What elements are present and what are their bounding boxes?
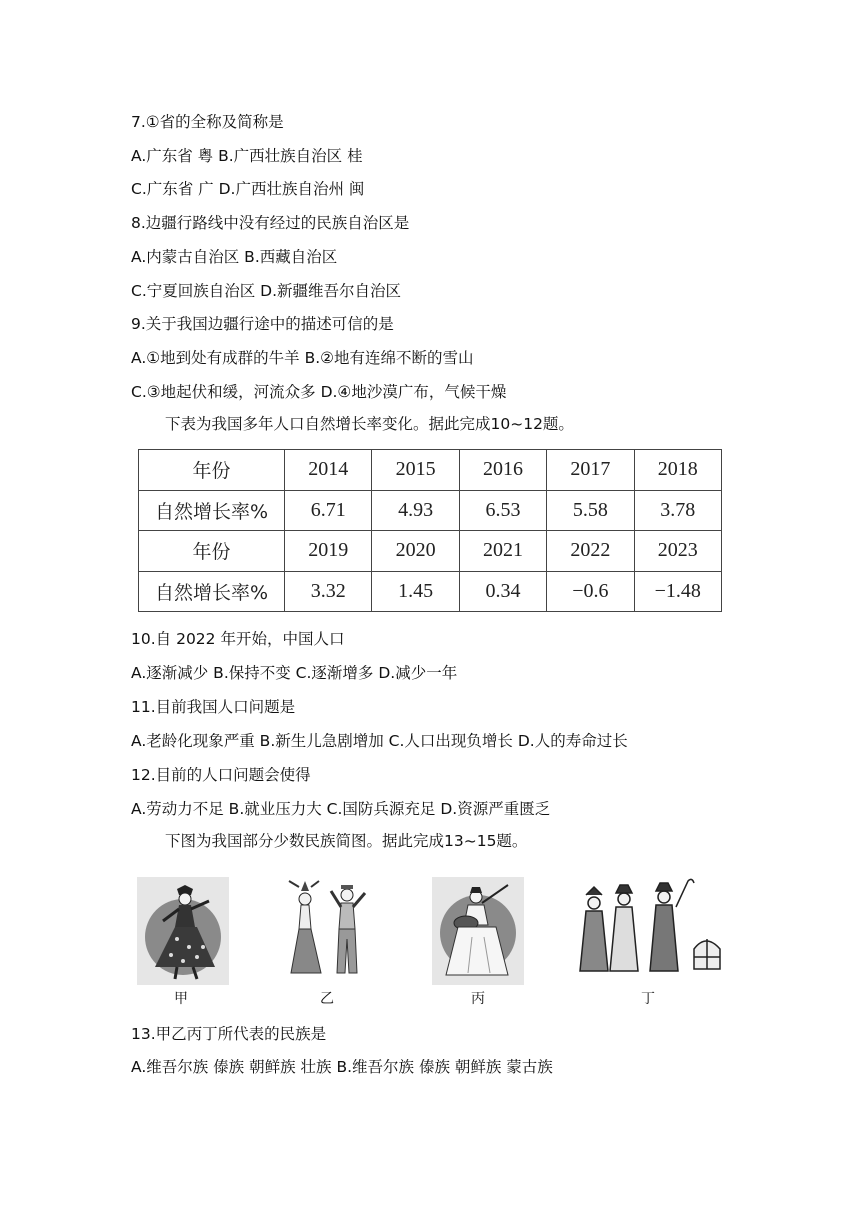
- question-11: 11.目前我国人口问题是: [131, 698, 296, 716]
- table-row: [139, 450, 722, 491]
- question-8-options-cd: C.宁夏回族自治区 D.新疆维吾尔自治区: [131, 282, 402, 300]
- rate-cell: 6.53: [459, 490, 546, 531]
- rate-header: 自然增长率%: [139, 490, 285, 531]
- year-header: 年份: [139, 450, 285, 491]
- question-10-options: A.逐渐减少 B.保持不变 C.逐渐增多 D.减少一年: [131, 664, 458, 682]
- question-9-options-ab: A.①地到处有成群的牛羊 B.②地有连绵不断的雪山: [131, 349, 474, 367]
- year-cell: 2015: [372, 450, 459, 491]
- rate-cell: −1.48: [634, 571, 721, 612]
- rate-cell: 5.58: [547, 490, 634, 531]
- question-12-options: A.劳动力不足 B.就业压力大 C.国防兵源充足 D.资源严重匮乏: [131, 800, 551, 818]
- year-cell: 2023: [634, 531, 721, 572]
- rate-cell: 4.93: [372, 490, 459, 531]
- question-13: 13.甲乙丙丁所代表的民族是: [131, 1025, 327, 1043]
- figure-label-jia: 甲: [174, 991, 188, 1007]
- rate-cell: 1.45: [372, 571, 459, 612]
- question-9-options-cd: C.③地起伏和缓，河流众多 D.④地沙漠广布，气候干燥: [131, 383, 507, 401]
- rate-header: 自然增长率%: [139, 571, 285, 612]
- question-8: 8.边疆行路线中没有经过的民族自治区是: [131, 214, 410, 232]
- figure-label-bing: 丙: [471, 991, 485, 1007]
- figure-ding-illustration: [576, 877, 724, 985]
- rate-cell: −0.6: [547, 571, 634, 612]
- figure-bing-illustration: [432, 877, 524, 985]
- table-row: [139, 531, 722, 572]
- year-cell: 2020: [372, 531, 459, 572]
- year-cell: 2018: [634, 450, 721, 491]
- rate-cell: 3.32: [285, 571, 372, 612]
- year-cell: 2016: [459, 450, 546, 491]
- question-7: 7.①省的全称及简称是: [131, 113, 284, 131]
- year-cell: 2017: [547, 450, 634, 491]
- figure-jia-illustration: [137, 877, 229, 985]
- table-intro: 下表为我国多年人口自然增长率变化。据此完成10~12题。: [165, 415, 574, 433]
- rate-cell: 6.71: [285, 490, 372, 531]
- figure-label-yi: 乙: [320, 991, 334, 1007]
- rate-cell: 0.34: [459, 571, 546, 612]
- figure-label-ding: 丁: [641, 991, 655, 1007]
- year-cell: 2022: [547, 531, 634, 572]
- figure-yi-illustration: [275, 877, 375, 985]
- year-cell: 2021: [459, 531, 546, 572]
- year-header: 年份: [139, 531, 285, 572]
- question-7-options-ab: A.广东省 粤 B.广西壮族自治区 桂: [131, 147, 363, 165]
- figure-intro: 下图为我国部分少数民族简图。据此完成13~15题。: [165, 832, 528, 850]
- question-9: 9.关于我国边疆行途中的描述可信的是: [131, 315, 394, 333]
- question-13-options: A.维吾尔族 傣族 朝鲜族 壮族 B.维吾尔族 傣族 朝鲜族 蒙古族: [131, 1058, 553, 1076]
- question-7-options-cd: C.广东省 广 D.广西壮族自治州 闽: [131, 180, 365, 198]
- year-cell: 2014: [285, 450, 372, 491]
- question-8-options-ab: A.内蒙古自治区 B.西藏自治区: [131, 248, 338, 266]
- rate-cell: 3.78: [634, 490, 721, 531]
- population-growth-table: [138, 449, 722, 612]
- table-row: [139, 571, 722, 612]
- question-11-options: A.老龄化现象严重 B.新生儿急剧增加 C.人口出现负增长 D.人的寿命过长: [131, 732, 628, 750]
- question-12: 12.目前的人口问题会使得: [131, 766, 311, 784]
- question-10: 10.自 2022 年开始，中国人口: [131, 630, 345, 648]
- year-cell: 2019: [285, 531, 372, 572]
- table-row: [139, 490, 722, 531]
